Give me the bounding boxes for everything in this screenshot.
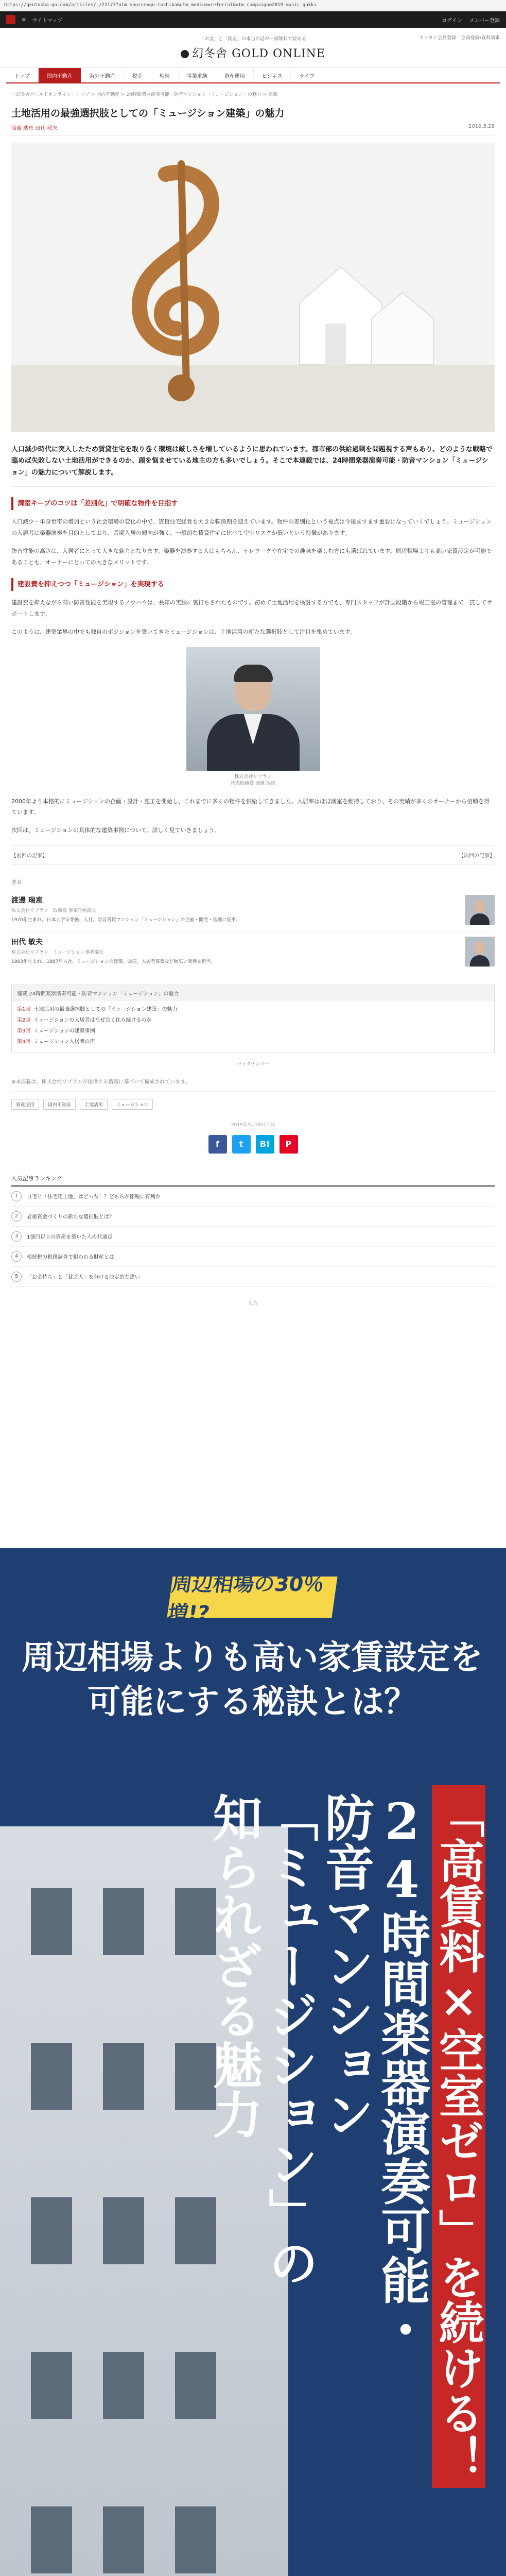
treble-clef-house-illustration	[11, 143, 495, 432]
tag[interactable]: ミュージション	[112, 1099, 153, 1110]
category-tab[interactable]: 海外不動産	[81, 68, 124, 82]
author-role: 株式会社リブラン 取締役 事業企画部長	[11, 908, 96, 913]
next-article-link[interactable]: 【次回の記事】	[459, 853, 495, 859]
ranking-title: 人気記事ランキング	[11, 1174, 495, 1187]
prev-article-link[interactable]: 【前回の記事】	[11, 853, 47, 859]
category-tab[interactable]: 相続	[151, 68, 179, 82]
photo-caption: 株式会社リブラン 代表取締役 渡邊 瑞恵	[231, 774, 275, 787]
series-item[interactable]: 第2回 ミュージションの入居者はなぜ長く住み続けるのか	[17, 1017, 152, 1023]
tag[interactable]: 土地活用	[80, 1099, 108, 1110]
author-name[interactable]: 田代 敏夫	[11, 938, 43, 946]
ad-vertical-copy	[0, 1785, 485, 2488]
tag[interactable]: 国内不動産	[43, 1099, 76, 1110]
article-body	[11, 497, 495, 836]
share-buttons	[11, 1135, 495, 1154]
ranking-item[interactable]: 1 自宅と「住宅用土地」はどっち！？どちらが節税に有利か	[11, 1187, 495, 1207]
backnumber-link[interactable]: バックナンバー	[237, 1061, 269, 1067]
paragraph: 防音性能の高さは、入居者にとって大きな魅力となります。楽器を演奏する人はもちろん、テレワークや在宅での趣味を楽しむ方にも選ばれています。周辺相場よりも高い家賃設定が可能であることも、オーナーにとっての大きなメリットです。	[11, 548, 492, 566]
author-card	[11, 931, 495, 973]
top-navbar	[0, 11, 506, 28]
author-card	[11, 890, 495, 931]
site-header	[0, 28, 506, 68]
author-photo	[186, 647, 320, 771]
series-box	[11, 985, 495, 1053]
series-item[interactable]: 第1回 土地活用の最強選択肢としての「ミュージション建築」の魅力	[17, 1006, 178, 1012]
pocket-button[interactable]: P	[280, 1135, 298, 1154]
seminar-ad-banner[interactable]	[0, 1548, 506, 2576]
tag-list	[11, 1099, 495, 1110]
site-logo[interactable]	[0, 45, 506, 61]
ad-copy-red: 「高賃料×空室ゼロ」を続ける！	[432, 1785, 485, 2488]
article	[0, 103, 506, 1306]
article-pager	[11, 845, 495, 865]
paragraph: このように、建築業界の中でも独自のポジションを築いてきたミュージションは、土地活用の新たな選択肢として注目を集めています。	[11, 629, 356, 636]
category-nav	[6, 68, 500, 83]
author-role: 株式会社リブラン ミュージション事業部長	[11, 950, 104, 955]
author-section-label: 著者	[11, 879, 22, 886]
site-tagline: 「お金」と「資産」の本当の話が一部無料で読める	[199, 37, 306, 42]
ad-copy-line: 24時間楽器演奏可能・	[373, 1792, 431, 2354]
paragraph: 人口減少・単身世帯の増加という社会環境の変化の中で、賃貸住宅経営も大きな転換期を迎えています。物件の差別化という視点は今後ますます重要になっていくでしょう。ミュージションの入居者は楽器演奏を目的としており、長期入居の傾向が強く、一般的な賃貸住宅に比べて空室リスクが低いという特徴があります。	[11, 518, 492, 536]
author-name[interactable]: 渡邊 瑞恵	[11, 896, 43, 905]
logo-icon	[181, 50, 189, 58]
article-lead: 人口減少時代に突入したため賃貸住宅を取り巻く環境は厳しさを増しているように思われています。都市部の供給過剰を問題視する声もあり、どのような戦略で臨めば失敗しない土地活用ができるのか、頭を悩ませている地主の方も多いでしょう。そこで本連載では、24時間楽器演奏可能・防音マンション「ミュージション」の魅力について解説します。	[11, 444, 495, 487]
paragraph: 次回は、ミュージションの具体的な建築事例について、詳しく見ていきましょう。	[11, 827, 220, 834]
ad-headline: 周辺相場よりも高い家賃設定を可能にする秘訣とは？	[22, 1639, 483, 1722]
hatena-bookmark-button[interactable]: B!	[256, 1135, 274, 1154]
facebook-share-button[interactable]: f	[208, 1135, 227, 1154]
author-section	[11, 878, 495, 973]
article-author[interactable]: 渡邊 瑞恵 田代 敏夫	[11, 125, 58, 131]
paragraph: 2000年より本格的にミュージションの企画・設計・施工を開始し、これまでに多くの物件を供給してきました。入居率はほぼ満室を維持しており、その実績が多くのオーナーから信頼を得ています。	[11, 798, 490, 816]
category-tab[interactable]: 税金	[124, 68, 151, 82]
category-tab[interactable]: ライフ	[291, 68, 323, 82]
menu-icon[interactable]: ≡	[22, 16, 26, 23]
tag[interactable]: 資産運用	[11, 1099, 39, 1110]
section-heading: 建設費を抑えつつ「ミュージション」を実現する	[11, 578, 495, 591]
ranking-item[interactable]: 4 相続税の税務調査で狙われる財産とは	[11, 1247, 495, 1267]
login-link[interactable]: ログイン	[442, 18, 462, 24]
ranking-item[interactable]: 3 1億円以上の資産を築いた人の共通点	[11, 1227, 495, 1247]
author-bio: 1970年生まれ。日本大学卒業後、入社。防音賃貸マンション「ミュージション」の企画・開発・管理に従事。	[11, 917, 241, 923]
author-avatar	[465, 937, 495, 967]
address-bar[interactable]: https://gentosha-go.com/articles/-/22177?utm_source=go-toshiba&utm_medium=referral&utm_campaign=2019_music_gakki	[0, 0, 506, 11]
published-date: 2019年5月28日公開	[231, 1122, 275, 1128]
series-item[interactable]: 第3回 ミュージションの建築事例	[17, 1028, 95, 1034]
category-tab[interactable]: トップ	[6, 68, 39, 82]
register-link[interactable]: メンバー登録	[469, 18, 500, 24]
ranking-item[interactable]: 2 老後資金づくりの新たな選択肢とは？	[11, 1207, 495, 1227]
hero-image	[11, 143, 495, 432]
author-bio: 1963年生まれ。1987年入社。ミュージションの建築、販売、入居者募集など幅広い業務を担当。	[11, 959, 216, 964]
paragraph: 建設費を抑えながら高い防音性能を実現するノウハウは、長年の実績に裏打ちされたものです。初めて土地活用を検討する方でも、専門スタッフが計画段階から竣工後の管理まで一貫してサポートします。	[11, 599, 493, 617]
site-logo-text: 幻冬舎 GOLD ONLINE	[192, 47, 325, 60]
ad-strip: 周辺相場の30％増!?	[167, 1577, 337, 1618]
category-tab[interactable]: 資産運用	[216, 68, 254, 82]
request-link[interactable]: 会員登録/資料請求	[461, 36, 500, 41]
series-heading[interactable]: 連載 24時間楽器演奏可能・防音マンション「ミュージション」の魅力	[12, 985, 494, 1001]
ad-label: 広告	[248, 1300, 258, 1306]
category-tab[interactable]: ビジネス	[254, 68, 291, 82]
sitemap-link[interactable]: サイトマップ	[32, 18, 63, 24]
article-date: 2019.5.28	[468, 123, 495, 129]
ad-copy-line: 知られざる魅力	[205, 1792, 264, 2139]
ad-copy-line: 「ミュージション」の	[261, 1792, 320, 2287]
series-item[interactable]: 第4回 ミュージション入居者の声	[17, 1039, 95, 1045]
category-tab[interactable]: 事業承継	[179, 68, 216, 82]
twitter-share-button[interactable]: t	[232, 1135, 251, 1154]
ad-copy-line: 防音マンション	[317, 1792, 375, 2139]
brand-mark-icon	[6, 15, 15, 24]
author-avatar	[465, 895, 495, 925]
section-heading: 満室キープのコツは「差別化」で明確な物件を目指す	[11, 497, 495, 510]
ranking-section	[11, 1174, 495, 1287]
category-tab-active[interactable]: 国内不動産	[39, 68, 81, 82]
signup-link[interactable]: カンタン会員登録	[419, 36, 456, 41]
source-note: ※本連載は、株式会社リブランが提供する情報に基づいて構成されています。	[11, 1077, 495, 1092]
breadcrumb[interactable]: 「幻冬舎ゴールドオンライン」トップ > 国内不動産 > 24時間楽器演奏可能・防音マンション「ミュージション」の魅力 > 連載	[11, 92, 278, 97]
ranking-item[interactable]: 5 「お金持ち」と「貧乏人」を分ける決定的な違い	[11, 1267, 495, 1287]
article-title: 土地活用の最強選択肢としての「ミュージション建築」の魅力	[11, 108, 285, 119]
